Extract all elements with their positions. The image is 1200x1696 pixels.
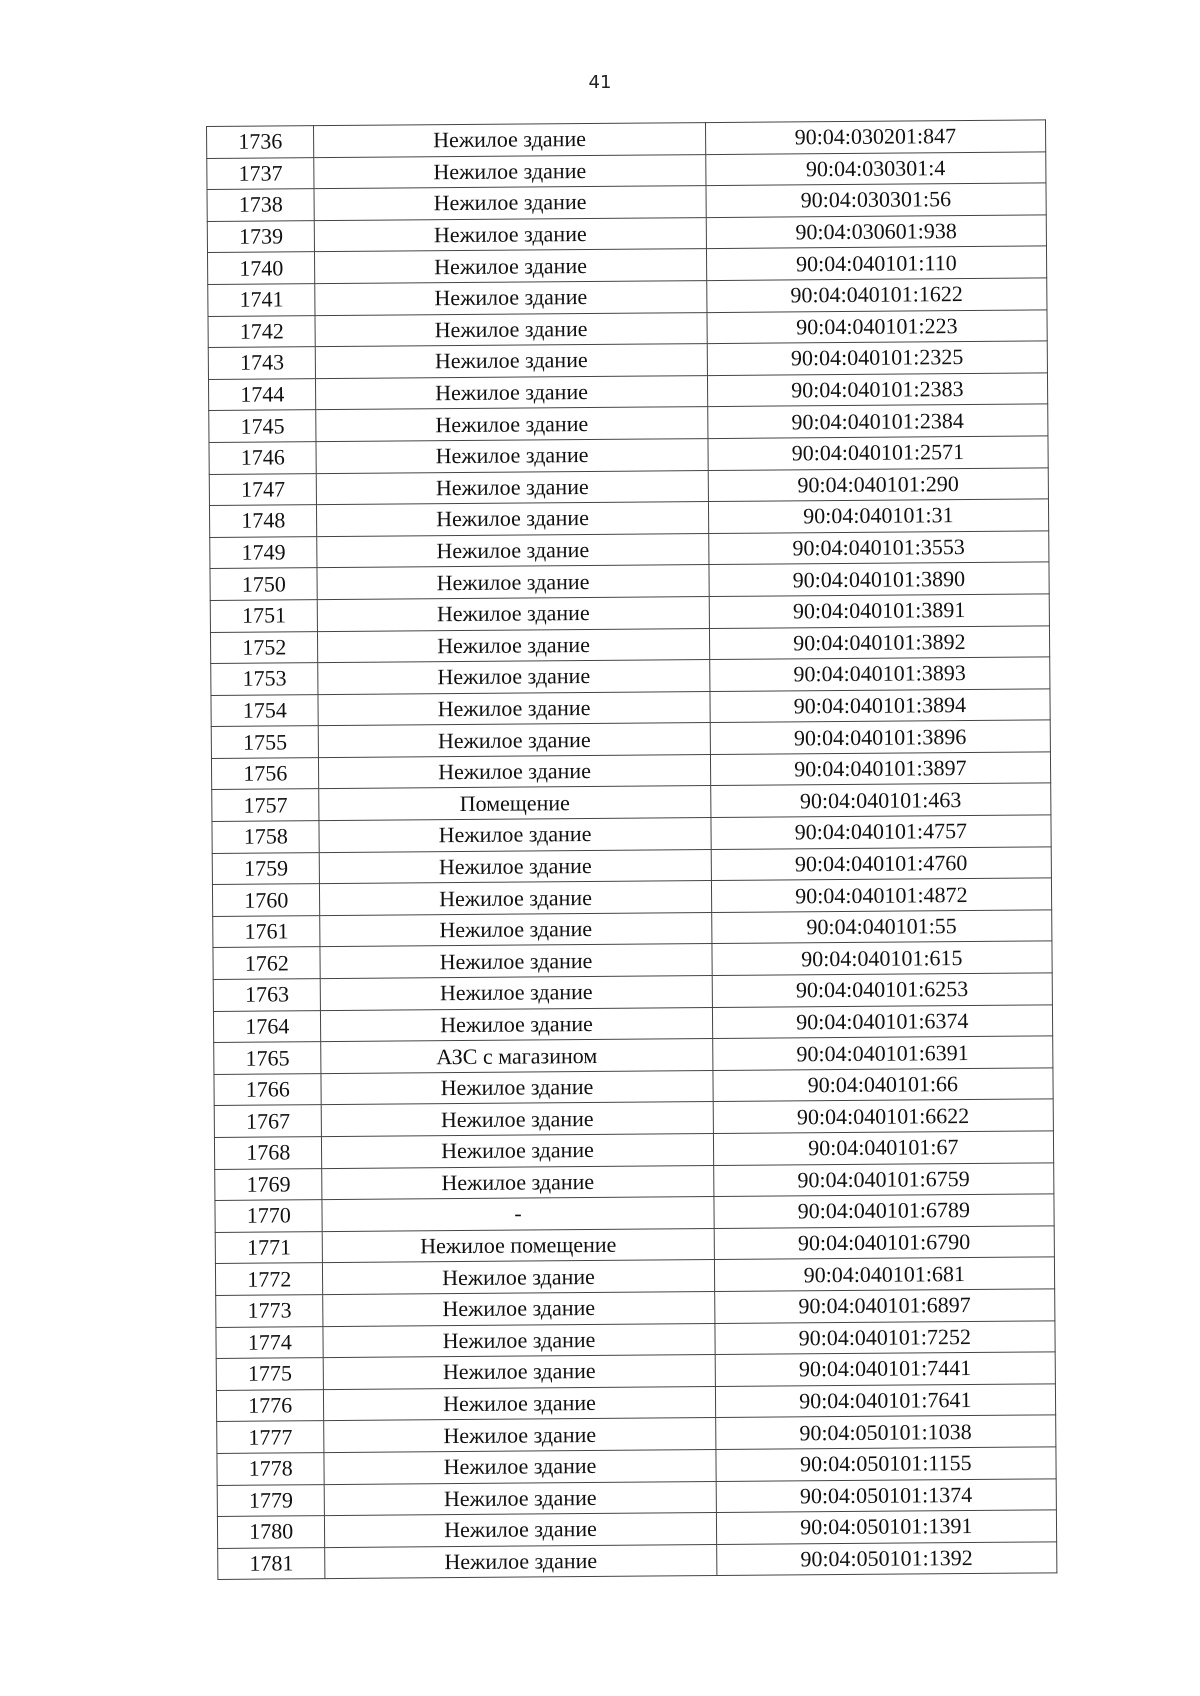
cadastral-number-cell: 90:04:040101:615 [712, 941, 1053, 975]
object-type-cell: Нежилое здание [322, 1134, 713, 1169]
cadastral-number-cell: 90:04:030301:56 [706, 183, 1047, 217]
cadastral-number-cell: 90:04:040101:3893 [709, 657, 1050, 691]
object-type-cell: Нежилое здание [323, 1260, 714, 1295]
table-row [218, 1542, 1057, 1580]
cadastral-number-cell: 90:04:040101:2325 [707, 341, 1048, 375]
cadastral-number-cell: 90:04:040101:2384 [707, 404, 1048, 438]
cadastral-number-cell: 90:04:040101:223 [707, 309, 1048, 343]
object-type-cell: Нежилое здание [318, 691, 709, 726]
object-type-cell: Нежилое здание [324, 1449, 715, 1484]
row-number-cell: 1742 [208, 315, 316, 347]
cadastral-number-cell: 90:04:040101:3553 [708, 531, 1049, 565]
row-number-cell: 1767 [214, 1105, 322, 1137]
object-type-cell: Нежилое здание [317, 533, 708, 568]
object-type-cell: Нежилое здание [315, 281, 706, 316]
row-number-cell: 1748 [209, 505, 317, 537]
row-number-cell: 1757 [212, 789, 320, 821]
cadastral-number-cell: 90:04:040101:290 [708, 467, 1049, 501]
row-number-cell: 1762 [213, 947, 321, 979]
row-number-cell: 1772 [215, 1263, 323, 1295]
cadastral-number-cell: 90:04:040101:7252 [714, 1320, 1055, 1354]
registry-table [206, 119, 1057, 1580]
object-type-cell: АЗС с магазином [321, 1039, 712, 1074]
object-type-cell: Нежилое здание [314, 123, 705, 158]
cadastral-number-cell: 90:04:040101:3894 [710, 689, 1051, 723]
cadastral-number-cell: 90:04:050101:1391 [716, 1510, 1057, 1544]
cadastral-number-cell: 90:04:040101:4757 [711, 815, 1052, 849]
object-type-cell: Нежилое здание [315, 312, 706, 347]
row-number-cell: 1763 [213, 979, 321, 1011]
object-type-cell: Нежилое здание [317, 502, 708, 537]
object-type-cell: Нежилое здание [319, 754, 710, 789]
object-type-cell: Нежилое здание [315, 249, 706, 284]
page-number: 41 [588, 72, 612, 93]
object-type-cell: Нежилое здание [318, 660, 709, 695]
cadastral-number-cell: 90:04:040101:7441 [715, 1352, 1056, 1386]
cadastral-number-cell: 90:04:040101:4760 [711, 847, 1052, 881]
object-type-cell: Нежилое здание [319, 723, 710, 758]
object-type-cell: Нежилое здание [315, 217, 706, 252]
cadastral-number-cell: 90:04:040101:6253 [712, 973, 1053, 1007]
row-number-cell: 1744 [208, 378, 316, 410]
row-number-cell: 1768 [214, 1137, 322, 1169]
row-number-cell: 1778 [217, 1453, 325, 1485]
row-number-cell: 1779 [217, 1484, 325, 1516]
object-type-cell: Нежилое здание [323, 1323, 714, 1358]
row-number-cell: 1759 [212, 852, 320, 884]
row-number-cell: 1781 [218, 1547, 326, 1579]
cadastral-number-cell: 90:04:050101:1155 [715, 1447, 1056, 1481]
cadastral-number-cell: 90:04:040101:6789 [713, 1194, 1054, 1228]
object-type-cell: Нежилое здание [314, 186, 705, 221]
object-type-cell: Нежилое здание [320, 881, 711, 916]
row-number-cell: 1780 [217, 1516, 325, 1548]
object-type-cell: Нежилое здание [314, 154, 705, 189]
cadastral-number-cell: 90:04:040101:55 [711, 910, 1052, 944]
object-type-cell: Нежилое здание [316, 375, 707, 410]
row-number-cell: 1777 [217, 1421, 325, 1453]
cadastral-number-cell: 90:04:040101:67 [713, 1131, 1054, 1165]
cadastral-number-cell: 90:04:050101:1038 [715, 1415, 1056, 1449]
registry-table-body [207, 120, 1057, 1580]
object-type-cell: Нежилое здание [322, 1165, 713, 1200]
cadastral-number-cell: 90:04:040101:66 [712, 1068, 1053, 1102]
cadastral-number-cell: 90:04:040101:3897 [710, 752, 1051, 786]
object-type-cell: Нежилое здание [320, 912, 711, 947]
cadastral-number-cell: 90:04:040101:6759 [713, 1162, 1054, 1196]
row-number-cell: 1749 [210, 536, 318, 568]
row-number-cell: 1769 [215, 1168, 323, 1200]
object-type-cell: Нежилое здание [324, 1418, 715, 1453]
cadastral-number-cell: 90:04:050101:1374 [716, 1478, 1057, 1512]
object-type-cell: Нежилое здание [320, 849, 711, 884]
object-type-cell: Нежилое здание [318, 596, 709, 631]
row-number-cell: 1740 [207, 252, 315, 284]
object-type-cell: Нежилое здание [316, 407, 707, 442]
row-number-cell: 1775 [216, 1358, 324, 1390]
object-type-cell: Нежилое здание [321, 976, 712, 1011]
row-number-cell: 1764 [213, 1010, 321, 1042]
cadastral-number-cell: 90:04:050101:1392 [716, 1542, 1057, 1576]
object-type-cell: Нежилое здание [317, 565, 708, 600]
row-number-cell: 1770 [215, 1200, 323, 1232]
cadastral-number-cell: 90:04:040101:1622 [706, 278, 1047, 312]
row-number-cell: 1747 [209, 473, 317, 505]
row-number-cell: 1739 [207, 220, 315, 252]
object-type-cell: Нежилое здание [317, 470, 708, 505]
row-number-cell: 1761 [213, 915, 321, 947]
cadastral-number-cell: 90:04:040101:31 [708, 499, 1049, 533]
row-number-cell: 1754 [211, 694, 319, 726]
object-type-cell: Нежилое здание [320, 944, 711, 979]
object-type-cell: Нежилое здание [325, 1544, 716, 1579]
row-number-cell: 1752 [210, 631, 318, 663]
object-type-cell: - [322, 1197, 713, 1232]
cadastral-number-cell: 90:04:040101:6790 [714, 1226, 1055, 1260]
cadastral-number-cell: 90:04:040101:2383 [707, 373, 1048, 407]
object-type-cell: Нежилое здание [323, 1292, 714, 1327]
row-number-cell: 1756 [211, 758, 319, 790]
row-number-cell: 1738 [207, 189, 315, 221]
cadastral-number-cell: 90:04:040101:6897 [714, 1289, 1055, 1323]
cadastral-number-cell: 90:04:040101:3896 [710, 720, 1051, 754]
cadastral-number-cell: 90:04:040101:2571 [708, 436, 1049, 470]
cadastral-number-cell: 90:04:040101:681 [714, 1257, 1055, 1291]
row-number-cell: 1755 [211, 726, 319, 758]
object-type-cell: Нежилое здание [316, 439, 707, 474]
cadastral-number-cell: 90:04:040101:110 [706, 246, 1047, 280]
cadastral-number-cell: 90:04:030601:938 [706, 215, 1047, 249]
row-number-cell: 1766 [214, 1073, 322, 1105]
row-number-cell: 1765 [214, 1042, 322, 1074]
cadastral-number-cell: 90:04:040101:4872 [711, 878, 1052, 912]
object-type-cell: Помещение [319, 786, 710, 821]
cadastral-number-cell: 90:04:040101:6391 [712, 1036, 1053, 1070]
row-number-cell: 1743 [208, 347, 316, 379]
row-number-cell: 1736 [207, 126, 315, 158]
cadastral-number-cell: 90:04:030201:847 [705, 120, 1046, 154]
row-number-cell: 1760 [212, 884, 320, 916]
row-number-cell: 1774 [216, 1326, 324, 1358]
row-number-cell: 1741 [208, 284, 316, 316]
row-number-cell: 1751 [210, 600, 318, 632]
cadastral-number-cell: 90:04:040101:3891 [709, 594, 1050, 628]
row-number-cell: 1737 [207, 157, 315, 189]
object-type-cell: Нежилое здание [321, 1070, 712, 1105]
object-type-cell: Нежилое здание [324, 1386, 715, 1421]
object-type-cell: Нежилое здание [318, 628, 709, 663]
cadastral-number-cell: 90:04:040101:6622 [713, 1099, 1054, 1133]
row-number-cell: 1753 [211, 663, 319, 695]
row-number-cell: 1758 [212, 821, 320, 853]
object-type-cell: Нежилое здание [319, 818, 710, 853]
cadastral-number-cell: 90:04:040101:3890 [709, 562, 1050, 596]
object-type-cell: Нежилое здание [325, 1513, 716, 1548]
object-type-cell: Нежилое здание [325, 1481, 716, 1516]
object-type-cell: Нежилое здание [324, 1355, 715, 1390]
row-number-cell: 1745 [209, 410, 317, 442]
cadastral-number-cell: 90:04:040101:6374 [712, 1005, 1053, 1039]
cadastral-number-cell: 90:04:040101:7641 [715, 1384, 1056, 1418]
row-number-cell: 1771 [215, 1231, 323, 1263]
row-number-cell: 1750 [210, 568, 318, 600]
row-number-cell: 1776 [216, 1389, 324, 1421]
cadastral-number-cell: 90:04:040101:463 [710, 783, 1051, 817]
cadastral-number-cell: 90:04:040101:3892 [709, 625, 1050, 659]
row-number-cell: 1746 [209, 442, 317, 474]
object-type-cell: Нежилое здание [316, 344, 707, 379]
object-type-cell: Нежилое помещение [323, 1228, 714, 1263]
cadastral-number-cell: 90:04:030301:4 [705, 151, 1046, 185]
object-type-cell: Нежилое здание [322, 1102, 713, 1137]
object-type-cell: Нежилое здание [321, 1007, 712, 1042]
row-number-cell: 1773 [216, 1295, 324, 1327]
